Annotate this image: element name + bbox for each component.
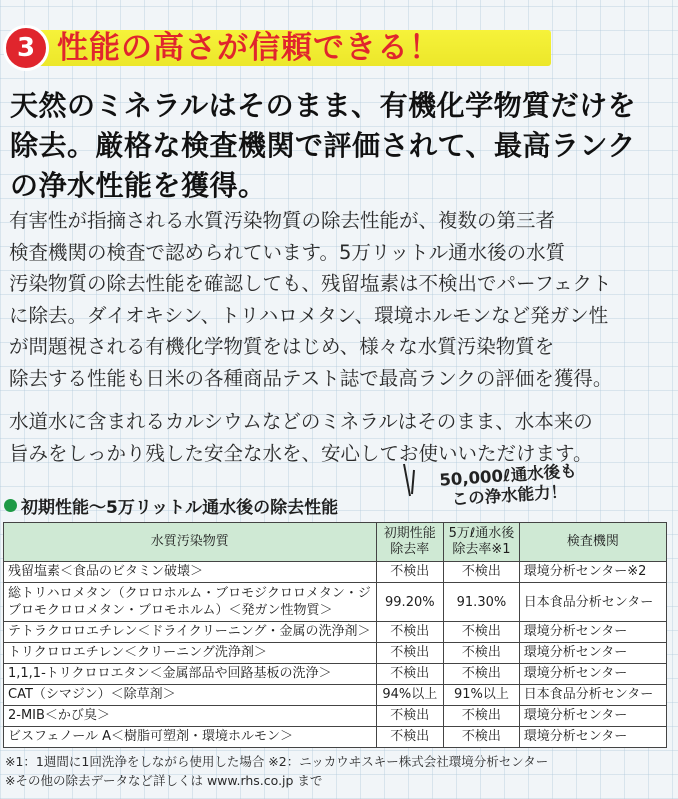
callout-line: この浄水能力！ bbox=[451, 481, 568, 509]
cell-lab: 日本食品分析センター bbox=[519, 583, 666, 622]
table-row bbox=[4, 583, 667, 622]
cell-initial: 不検出 bbox=[376, 562, 444, 583]
table-row bbox=[4, 622, 667, 643]
header-after bbox=[444, 523, 520, 562]
cell-after: 不検出 bbox=[444, 643, 520, 664]
cell-initial: 94%以上 bbox=[376, 685, 444, 706]
body-paragraph-2 bbox=[9, 406, 677, 469]
body-line: 旨みをしっかり残した安全な水を、安心してお使いいただけます。 bbox=[9, 441, 593, 465]
table-row bbox=[4, 727, 667, 748]
lead-line: の浄水性能を獲得。 bbox=[10, 169, 267, 202]
body-line: が問題視される有機化学物質をはじめ、様々な水質汚染物質を bbox=[9, 335, 555, 358]
section-number-badge: 3 bbox=[3, 25, 49, 71]
cell-lab: 環境分析センター bbox=[519, 706, 666, 727]
footnote: ※1：1週間に1回洗浄をしながら使用した場合 ※2：ニッカウヰスキー株式会社環境分析センター bbox=[5, 754, 549, 769]
bullet-dot-icon bbox=[4, 499, 17, 512]
header-after-line1: 5万ℓ通水後 bbox=[448, 526, 515, 541]
body-line: に除去。ダイオキシン、トリハロメタン、環境ホルモンなど発ガン性 bbox=[9, 303, 609, 327]
table-title bbox=[4, 493, 338, 518]
cell-initial: 不検出 bbox=[376, 706, 444, 727]
cell-lab: 環境分析センター※2 bbox=[519, 562, 666, 583]
section-title: 性能の高さが信頼できる！ bbox=[57, 30, 441, 66]
cell-substance: CAT（シマジン）＜除草剤＞ bbox=[4, 685, 377, 706]
table-row bbox=[4, 664, 667, 685]
cell-after: 91%以上 bbox=[444, 685, 520, 706]
cell-initial: 99.20% bbox=[376, 583, 444, 622]
cell-substance: 2-MIB＜かび臭＞ bbox=[4, 706, 377, 727]
table-row bbox=[4, 706, 667, 727]
cell-after: 91.30% bbox=[444, 583, 520, 622]
body-paragraph-1 bbox=[9, 205, 677, 394]
cell-after: 不検出 bbox=[444, 727, 520, 748]
cell-after: 不検出 bbox=[444, 706, 520, 727]
header-substance: 水質汚染物質 bbox=[4, 523, 377, 562]
cell-lab: 環境分析センター bbox=[519, 622, 666, 643]
footnotes bbox=[5, 752, 548, 790]
cell-lab: 環境分析センター bbox=[519, 643, 666, 664]
cell-initial: 不検出 bbox=[376, 727, 444, 748]
body-line: 汚染物質の除去性能を確認しても、残留塩素は不検出でパーフェクト bbox=[9, 272, 612, 295]
footnote: ※その他の除去データなど詳しくは www.rhs.co.jp まで bbox=[5, 773, 323, 788]
body-line: 有害性が指摘される水質汚染物質の除去性能が、複数の第三者 bbox=[9, 209, 556, 232]
header-initial bbox=[376, 523, 444, 562]
cell-substance: トリクロロエチレン＜クリーニング洗浄剤＞ bbox=[4, 643, 377, 664]
cell-initial: 不検出 bbox=[376, 664, 444, 685]
lead-line: 除去。厳格な検査機関で評価されて、最高ランク bbox=[10, 129, 636, 162]
header-after-line2: 除去率※1 bbox=[452, 542, 511, 557]
callout-line: 50,000ℓ通水後も bbox=[438, 461, 578, 490]
cell-substance: テトラクロロエチレン＜ドライクリーニング・金属の洗浄剤＞ bbox=[4, 622, 377, 643]
body-line: 水道水に含まれるカルシウムなどのミネラルはそのまま、水本来の bbox=[9, 410, 593, 433]
table-title-text: 初期性能〜5万リットル通水後の除去性能 bbox=[21, 498, 339, 518]
cell-lab: 環境分析センター bbox=[519, 664, 666, 685]
cell-substance: 残留塩素＜食品のビタミン破壊＞ bbox=[4, 562, 377, 583]
cell-after: 不検出 bbox=[444, 664, 520, 685]
header-initial-line1: 初期性能 bbox=[383, 526, 436, 541]
body-line: 除去する性能も日米の各種商品テスト誌で最高ランクの評価を獲得。 bbox=[9, 366, 613, 390]
body-text bbox=[9, 205, 677, 469]
removal-performance-table bbox=[3, 522, 667, 748]
table-header-row bbox=[4, 523, 667, 562]
cell-substance: ビスフェノール A＜樹脂可塑剤・環境ホルモン＞ bbox=[4, 727, 377, 748]
callout-marks bbox=[400, 462, 420, 502]
body-line: 検査機関の検査で認められています。5万リットル通水後の水質 bbox=[9, 240, 566, 264]
callout-note bbox=[439, 461, 579, 510]
cell-lab: 日本食品分析センター bbox=[519, 685, 666, 706]
cell-substance: 総トリハロメタン（クロロホルム・ブロモジクロロメタン・ジブロモクロロメタン・ブロモホルム）＜発ガン性物質＞ bbox=[4, 583, 377, 622]
cell-after: 不検出 bbox=[444, 622, 520, 643]
cell-after: 不検出 bbox=[444, 562, 520, 583]
table-row bbox=[4, 562, 667, 583]
header-lab: 検査機関 bbox=[519, 523, 666, 562]
cell-initial: 不検出 bbox=[376, 622, 444, 643]
section-heading bbox=[3, 25, 551, 71]
table-row bbox=[4, 643, 667, 664]
table-row bbox=[4, 685, 667, 706]
header-initial-line2: 除去率 bbox=[390, 542, 430, 557]
cell-substance: 1,1,1-トリクロロエタン＜金属部品や回路基板の洗浄＞ bbox=[4, 664, 377, 685]
cell-initial: 不検出 bbox=[376, 643, 444, 664]
lead-text bbox=[10, 86, 676, 206]
cell-lab: 環境分析センター bbox=[519, 727, 666, 748]
lead-line: 天然のミネラルはそのまま、有機化学物質だけを bbox=[10, 89, 637, 122]
